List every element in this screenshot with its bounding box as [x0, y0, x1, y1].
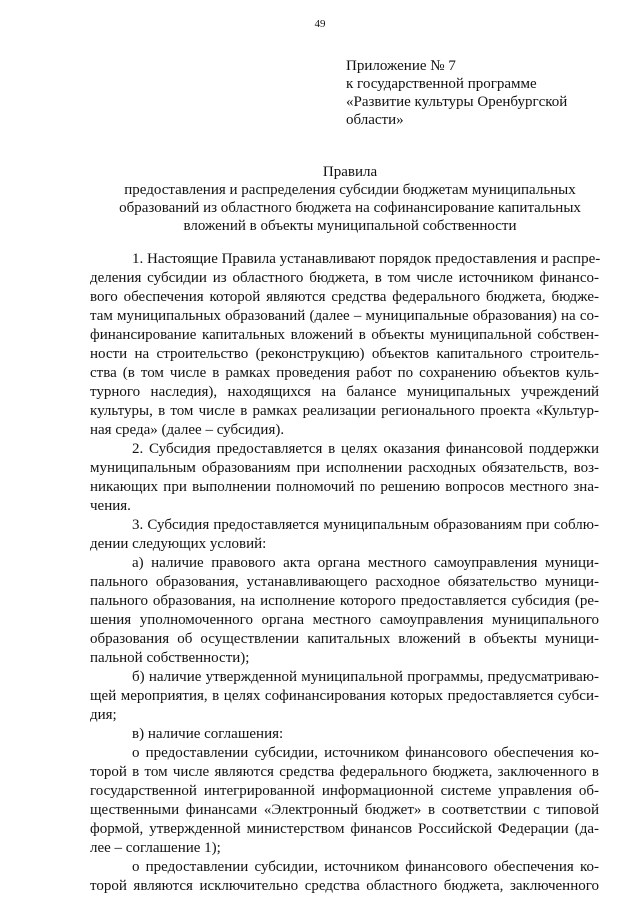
title-line: образований из областного бюджета на софинансирование капитальных	[119, 200, 581, 216]
body-line: деления субсидии из областного бюджета, в том числе источником финансо-	[90, 270, 599, 286]
appendix-line: «Развитие культуры Оренбургской	[346, 94, 568, 110]
body-line: ная среда» (далее – субсидия).	[90, 422, 285, 438]
body-line: никающих при выполнении полномочий по решению вопросов местного зна-	[90, 479, 599, 495]
body-line: б) наличие утвержденной муниципальной программы, предусматриваю-	[132, 669, 599, 685]
body-line: щей мероприятия, в целях софинансирования которых предоставляется субси-	[90, 688, 599, 704]
body-line: шения уполномоченного органа местного самоуправления муниципального	[90, 612, 599, 628]
appendix-line: Приложение № 7	[346, 58, 456, 74]
body-line: о предоставлении субсидии, источником финансового обеспечения ко-	[132, 745, 599, 761]
body-line: чения.	[90, 498, 131, 514]
body-line: торой являются исключительно средства областного бюджета, заключенного	[90, 878, 599, 894]
page-number: 49	[314, 18, 326, 30]
body-line: ности на строительство (реконструкцию) объектов капитального строитель-	[90, 346, 599, 362]
body-line: о предоставлении субсидии, источником финансового обеспечения ко-	[132, 859, 599, 875]
body-line: культуры, в том числе в рамках реализации регионального проекта «Культур-	[90, 403, 599, 419]
body-line: торой в том числе являются средства федерального бюджета, заключенного в	[90, 764, 599, 780]
body-line: государственной интегрированной информационной системе управления об-	[90, 783, 599, 799]
body-line: дении следующих условий:	[90, 536, 267, 552]
body-line: вого обеспечения которой являются средства федерального бюджета, бюдже-	[90, 289, 599, 305]
appendix-line: области»	[346, 112, 404, 128]
body-line: образования об осуществлении капитальных вложений в объекты муници-	[90, 631, 599, 647]
body-line: там муниципальных образований (далее – муниципальные образования) на со-	[90, 308, 599, 324]
body-line: формой, утвержденной министерством финансов Российской Федерации (да-	[90, 821, 599, 837]
appendix-line: к государственной программе	[346, 76, 537, 92]
title-line: Правила	[322, 164, 378, 180]
body-line: пального образования, устанавливающего расходное обязательство муници-	[90, 574, 599, 590]
body-line: 1. Настоящие Правила устанавливают порядок предоставления и распре-	[132, 251, 601, 267]
body-line: лее – соглашение 1);	[90, 840, 221, 856]
body-line: 2. Субсидия предоставляется в целях оказания финансовой поддержки	[132, 441, 599, 457]
title-line: вложений в объекты муниципальной собственности	[183, 218, 517, 234]
body-line: дия;	[90, 707, 117, 723]
body-line: ства (в том числе в рамках проведения работ по сохранению объектов куль-	[90, 365, 599, 381]
body-line: пальной собственности);	[90, 650, 250, 666]
body-line: а) наличие правового акта органа местного самоуправления муници-	[132, 555, 599, 571]
title-line: предоставления и распределения субсидии бюджетам муниципальных	[124, 182, 576, 198]
body-line: щественными финансами «Электронный бюджет» в соответствии с типовой	[90, 802, 599, 818]
body-line: пального образования, на исполнение которого предоставляется субсидия (ре-	[90, 593, 599, 609]
body-line: муниципальным образованиям при исполнении расходных обязательств, воз-	[90, 460, 599, 476]
body-line: в) наличие соглашения:	[132, 726, 284, 742]
body-line: финансирование капитальных вложений в объекты муниципальной собствен-	[90, 327, 599, 343]
body-line: турного наследия), находящихся на балансе муниципальных учреждений	[90, 384, 599, 400]
body-line: 3. Субсидия предоставляется муниципальным образованиям при соблю-	[132, 517, 599, 533]
